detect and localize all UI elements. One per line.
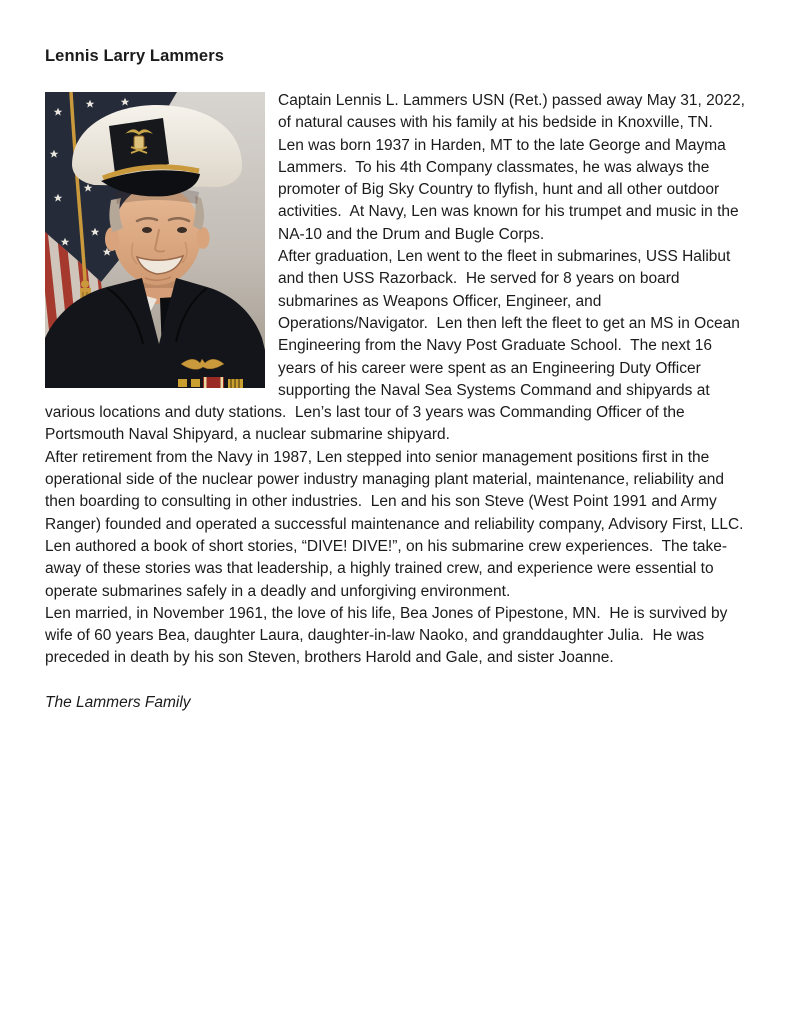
obituary-paragraph-3: After retirement from the Navy in 1987, Len stepped into senior management positions first in the operational side of the nuclear power industry managing plant material, maintenance, reliability and then boarding to consulting in other industries. Len and his son Steve (West Point 1991 and Army Ranger) founded and operated a successful maintenance and reliability company, Advisory First, LLC. Len authored a book of short stories, “DIVE! DIVE!”, on his submarine crew experiences. The take-away of these stories was that leadership, a highly trained crew, and experience were essential to operate submarines safely in a deadly and unforgiving environment.: [45, 448, 753, 600]
portrait-photo: [45, 92, 265, 388]
signature: The Lammers Family: [45, 693, 191, 711]
page-title: Lennis Larry Lammers: [45, 47, 224, 65]
obituary-content: [45, 90, 753, 714]
obituary-paragraph-2: After graduation, Len went to the fleet in submarines, USS Halibut and then USS Razorback. He served for 8 years on board submarines as Weapons Officer, Engineer, and Operations/Navigator. Len then left the fleet to get an MS in Ocean Engineering from the Navy Post Graduate School. The next 16 years of his career were spent as an Engineering Duty Officer supporting the Naval Sea Systems Command and shipyards at various locations and duty stations. Len’s last tour of 3 years was Commanding Officer of the Portsmouth Naval Shipyard, a nuclear submarine shipyard.: [45, 248, 745, 444]
obituary-paragraph-1: Captain Lennis L. Lammers USN (Ret.) passed away May 31, 2022, of natural causes with his family at his bedside in Knoxville, TN. Len was born 1937 in Harden, MT to the late George and Mayma Lammers. To his 4th Company classmates, he was always the promoter of Big Sky Country to flyfish, hunt and all other outdoor activities. At Navy, Len was known for his trumpet and music in the NA-10 and the Drum and Bugle Corps.: [278, 92, 750, 243]
obituary-paragraph-4: Len married, in November 1961, the love of his life, Bea Jones of Pipestone, MN. He is survived by wife of 60 years Bea, daughter Laura, daughter-in-law Naoko, and granddaughter Julia. He was preceded in death by his son Steven, brothers Harold and Gale, and sister Joanne.: [45, 604, 732, 667]
